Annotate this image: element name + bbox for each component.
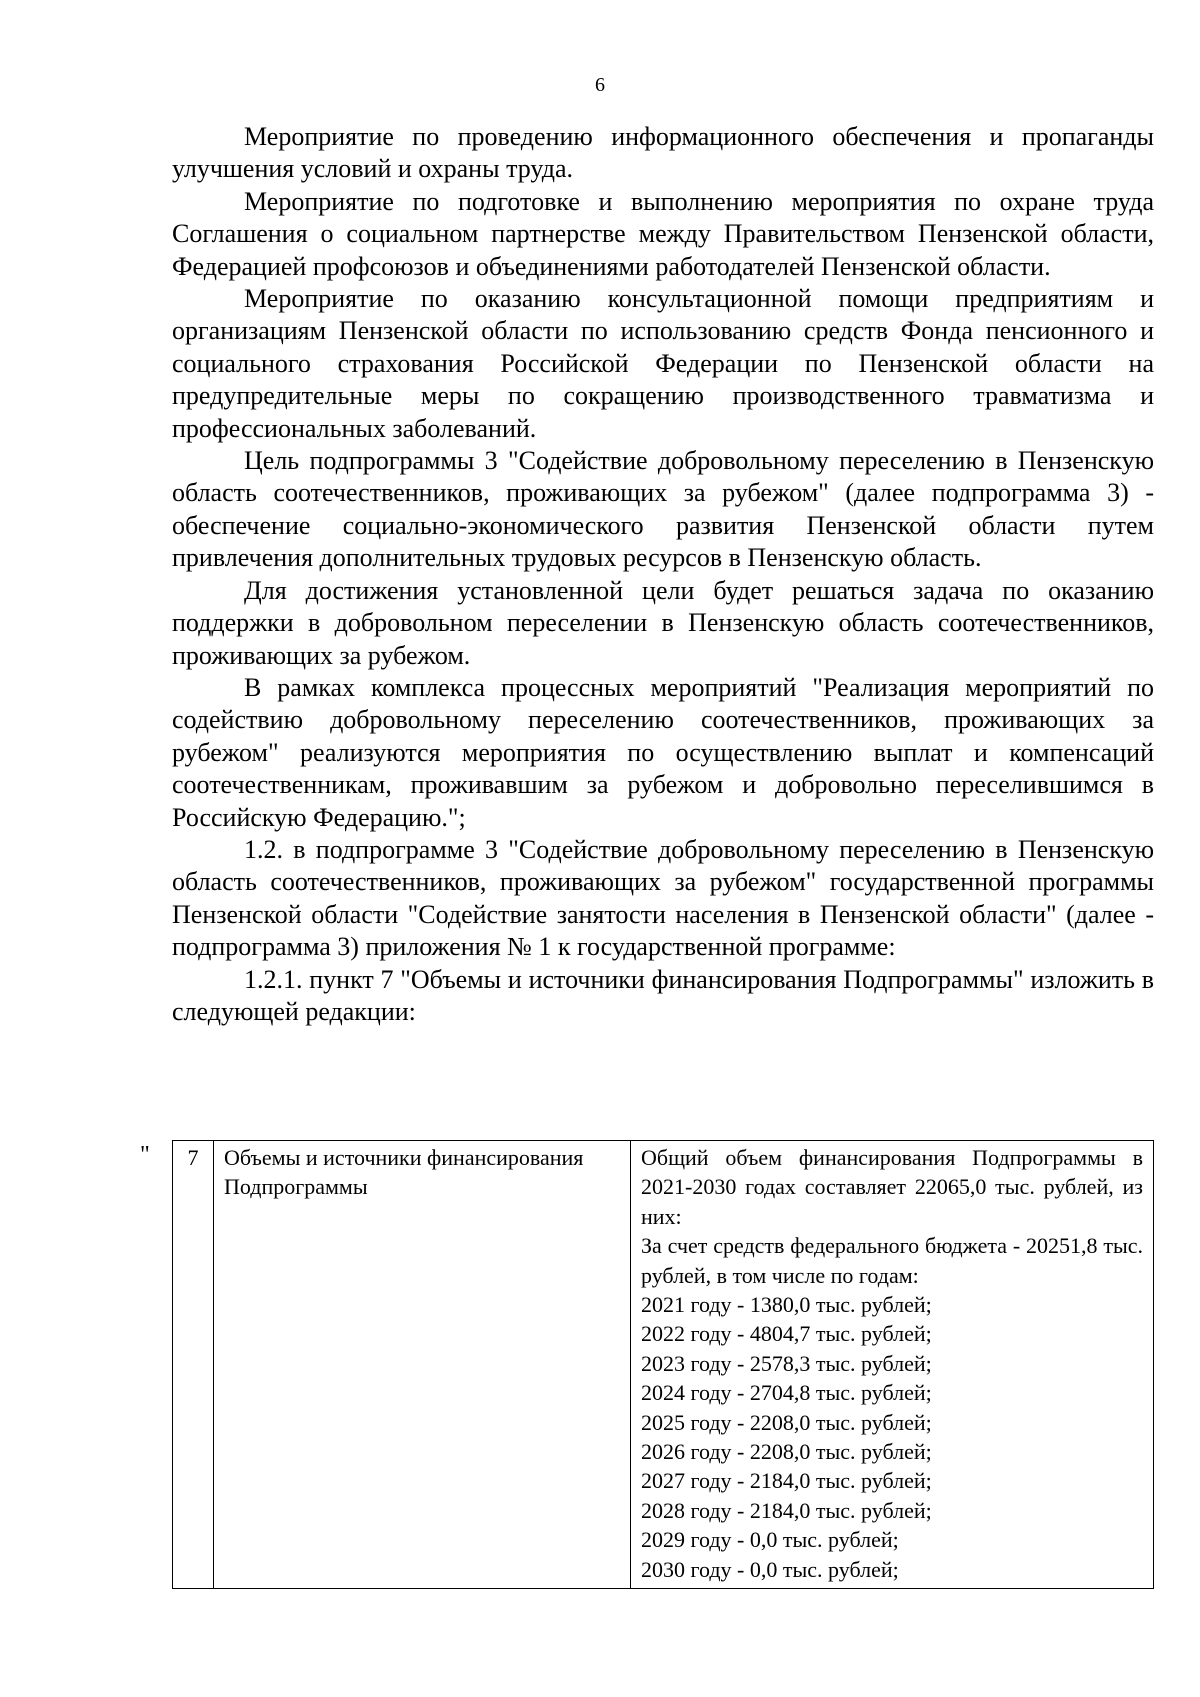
financing-line: 2026 году - 2208,0 тыс. рублей; xyxy=(641,1439,932,1465)
paragraph: Мероприятие по проведению информационного обеспечения и пропаганды улучшения условий и охраны труда. xyxy=(172,122,1154,184)
financing-line: Общий объем финансирования Подпрограммы в 2021-2030 годах составляет 22065,0 тыс. рублей, из них: xyxy=(641,1145,1143,1229)
row-number: 7 xyxy=(173,1141,214,1589)
financing-line: 2023 году - 2578,3 тыс. рублей; xyxy=(641,1350,932,1376)
paragraph: Цель подпрограммы 3 "Содействие добровольному переселению в Пензенскую область соотечественников, проживающих за рубежом" (далее подпрограмма 3) - обеспечение социально-экономического развития Пензенской области путем привлечения дополнительных трудовых ресурсов в Пензенскую область. xyxy=(172,446,1154,573)
financing-line: За счет средств федерального бюджета - 20251,8 тыс. рублей, в том числе по годам: xyxy=(641,1233,1143,1288)
body-text xyxy=(172,121,1154,1028)
paragraph: Мероприятие по оказанию консультационной помощи предприятиям и организациям Пензенской области по использованию средств Фонда пенсионного и социального страхования Российской Федерации по Пензенской области на предупредительные меры по сокращению производственного травматизма и профессиональных заболеваний. xyxy=(172,284,1154,443)
financing-line: 2025 году - 2208,0 тыс. рублей; xyxy=(641,1409,932,1435)
financing-line: 2027 году - 2184,0 тыс. рублей; xyxy=(641,1468,932,1494)
financing-line: 2021 году - 1380,0 тыс. рублей; xyxy=(641,1292,932,1318)
opening-quote-mark: " xyxy=(140,1142,150,1168)
financing-line: 2029 году - 0,0 тыс. рублей; xyxy=(641,1527,899,1553)
financing-line: 2024 году - 2704,8 тыс. рублей; xyxy=(641,1380,932,1406)
financing-line: 2030 году - 0,0 тыс. рублей; xyxy=(641,1556,899,1582)
financing-table xyxy=(172,1140,1154,1589)
row-description xyxy=(631,1141,1154,1589)
financing-line: 2028 году - 2184,0 тыс. рублей; xyxy=(641,1497,932,1523)
paragraph: 1.2.1. пункт 7 "Объемы и источники финансирования Подпрограммы" изложить в следующей редакции: xyxy=(172,964,1154,1026)
paragraph: Мероприятие по подготовке и выполнению мероприятия по охране труда Соглашения о социальном партнерстве между Правительством Пензенской области, Федерацией профсоюзов и объединениями работодателей Пензенской области. xyxy=(172,186,1154,281)
row-name: Объемы и источники финансирования Подпрограммы xyxy=(214,1141,631,1589)
paragraph: В рамках комплекса процессных мероприятий "Реализация мероприятий по содействию добровольному переселению соотечественников, проживающих за рубежом" реализуются мероприятия по осуществлению выплат и компенсаций соотечественникам, проживавшим за рубежом и добровольно переселившимся в Российскую Федерацию."; xyxy=(172,672,1154,832)
paragraph: 1.2. в подпрограмме 3 "Содействие добровольному переселению в Пензенскую область соотечественников, проживающих за рубежом" государственной программы Пензенской области "Содействие занятости населения в Пензенской области" (далее - подпрограмма 3) приложения № 1 к государственной программе: xyxy=(172,834,1154,962)
table-row xyxy=(173,1141,1154,1589)
paragraph: Для достижения установленной цели будет решаться задача по оказанию поддержки в добровольном переселении в Пензенскую область соотечественников, проживающих за рубежом. xyxy=(172,575,1154,670)
page-number: 6 xyxy=(595,74,605,96)
financing-line: 2022 году - 4804,7 тыс. рублей; xyxy=(641,1321,932,1347)
